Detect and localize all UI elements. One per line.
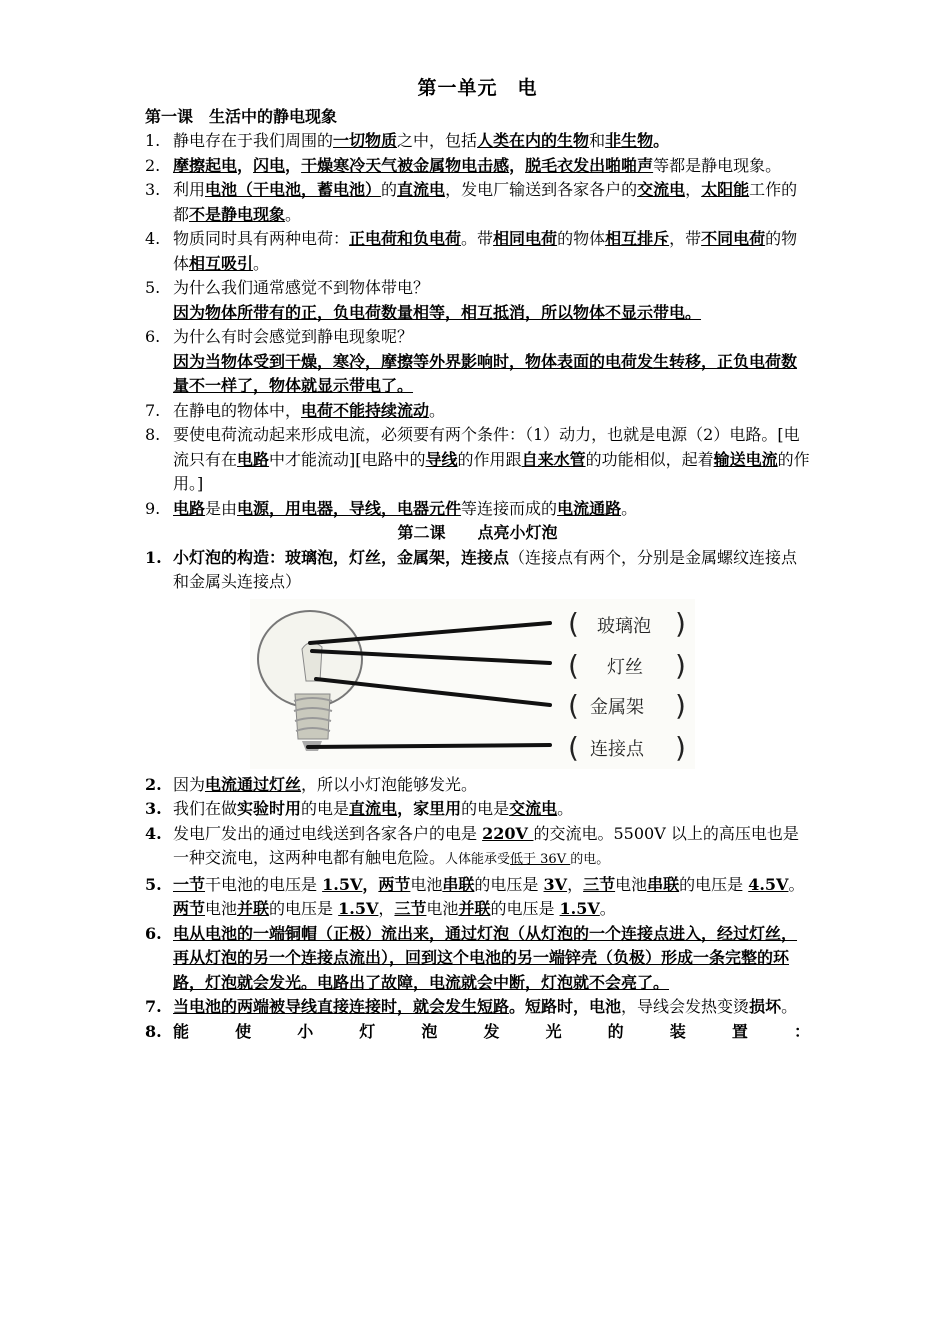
svg-text:): ) [675,730,686,764]
list-item: 1. 静电存在于我们周围的一切物质之中，包括人类在内的生物和非生物。 [145,131,670,150]
item8-text: 能 使 小 灯 泡 发 光 的 装 置 ： [173,1021,810,1041]
label-metal-frame: 金属架 [590,696,644,718]
bulb-diagram [250,599,695,769]
list-item: 5. 一节干电池的电压是 1.5V，两节电池串联的电压是 3V，三节电池串联的电压是 4.5V。两节电池并联的电压是 1.5V，三节电池并联的电压是 1.5V。 [145,874,805,918]
svg-text:): ) [675,688,686,722]
svg-text:): ) [675,648,686,682]
document-page [145,76,810,1044]
list-item: 1. 小灯泡的构造：玻璃泡，灯丝，金属架，连接点（连接点有两个，分别是金属螺纹连接点和金属头连接点） [145,547,798,591]
list-item: 2. 因为电流通过灯丝，所以小灯泡能够发光。 [145,774,478,794]
svg-text:(: ( [568,606,579,640]
label-glass-bulb: 玻璃泡 [597,615,651,637]
list-item: 9. 电路是由电源，用电器，导线，电器元件等连接而成的电流通路。 [145,498,638,518]
list-item: 4. 物质同时具有两种电荷：正电荷和负电荷。带相同电荷的物体相互排斥，带不同电荷的物体相互吸引。 [145,229,798,273]
list-item: 6. 为什么有时会感觉到静电现象呢？ 因为当物体受到干燥，寒冷，摩擦等外界影响时，物体表面的电荷发生转移，正负电荷数量不一样了，物体就显示带电了。 [145,327,798,395]
label-filament: 灯丝 [607,656,643,678]
list-item: 5. 为什么我们通常感觉不到物体带电？ 因为物体所带有的正，负电荷数量相等，相互抵消，所以物体不显示带电。 [145,278,702,322]
unit-title: 第一单元 电 [417,77,538,99]
list-item: 4. 发电厂发出的通过电线送到各家各户的电是 220V 的交流电。5500V 以上的高压电也是一种交流电，这两种电都有触电危险。人体能承受低于 36V 的电。 [145,823,799,867]
bulb-illustration [250,599,695,769]
list-item: 3. 我们在做实验时用的电是直流电，家里用的电是交流电。 [145,799,574,818]
lesson2-heading: 第二课 点亮小灯泡 [397,523,558,542]
label-connection-point: 连接点 [590,738,644,760]
lesson1-heading: 第一课 生活中的静电现象 [145,106,338,126]
list-item: 8. 要使电荷流动起来形成电流，必须要有两个条件：（1）动力，也就是电源（2）电路。[电流只有在电路中才能流动][电路中的导线的作用跟自来水管的功能相似，起着输送电流的作用。] [145,425,810,493]
svg-text:): ) [675,606,686,640]
list-item: 2. 摩擦起电，闪电，干燥寒冷天气被金属物电击感，脱毛衣发出啪啪声等都是静电现象。 [145,155,782,175]
list-item: 6. 电从电池的一端铜帽（正极）流出来，通过灯泡（从灯泡的一个连接点进入，经过灯丝，再从灯泡的另一个连接点流出），回到这个电池的另一端锌壳（负极）形成一条完整的环路，灯泡就会发光。电路出了故障，电流就会中断，灯泡就不会亮了。 [145,923,798,992]
list-item: 8. 能 使 小 灯 泡 发 光 的 装 置 ： [145,1020,810,1045]
list-item: 7. 在静电的物体中，电荷不能持续流动。 [145,400,446,420]
list-item: 3. 利用电池（干电池，蓄电池）的直流电，发电厂输送到各家各户的交流电，太阳能工作的都不是静电现象。 [145,180,798,224]
svg-text:(: ( [568,730,579,764]
svg-text:(: ( [568,648,579,682]
list-item: 7. 当电池的两端被导线直接连接时，就会发生短路。短路时，电池，导线会发热变烫损坏。 [145,997,798,1016]
svg-text:(: ( [568,688,579,722]
